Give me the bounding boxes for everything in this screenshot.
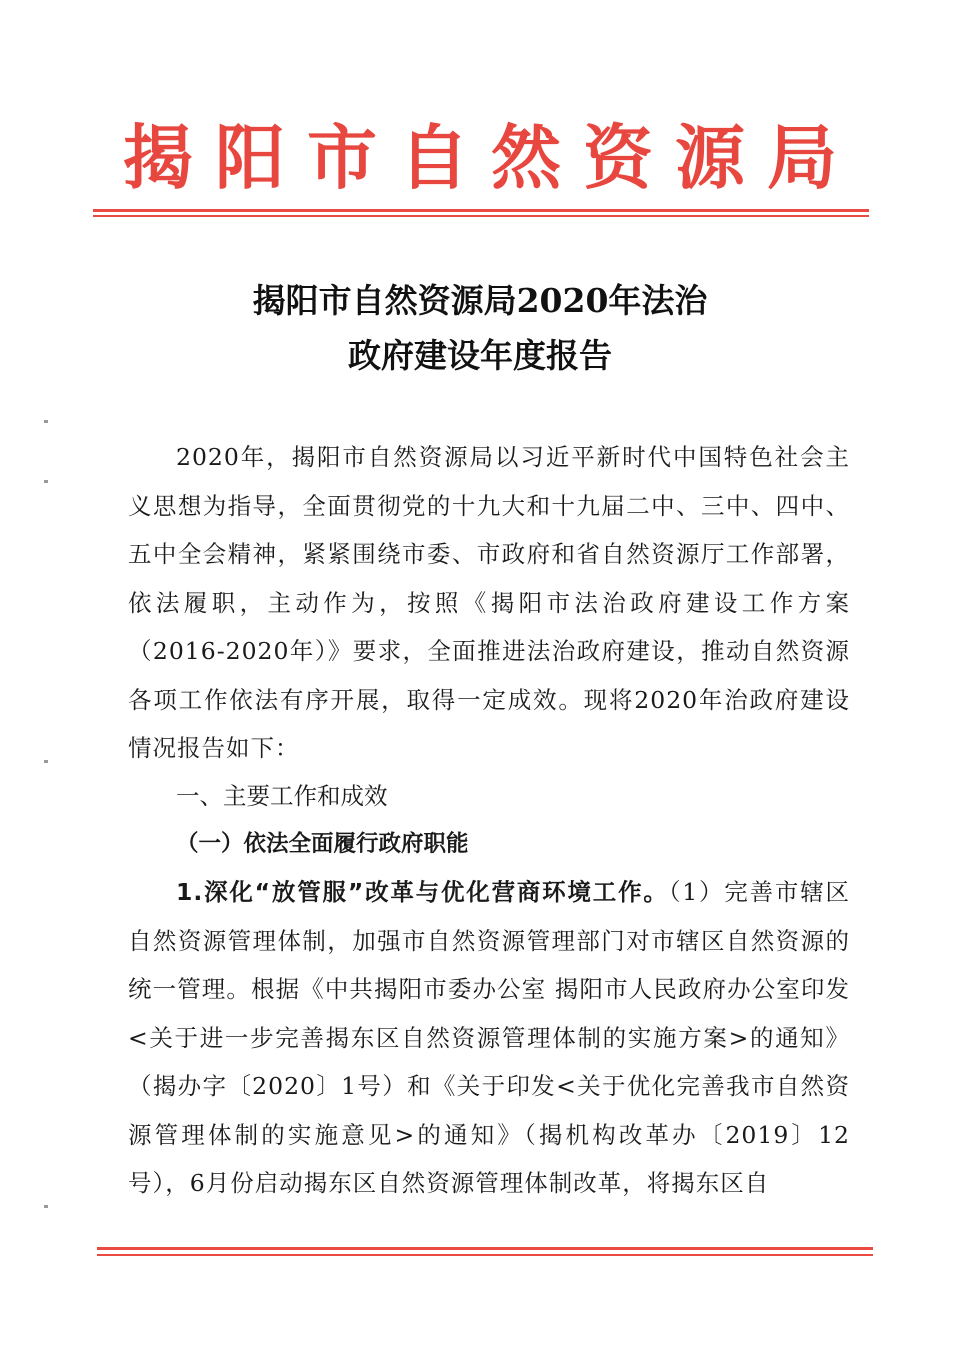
doc-title-line2: 政府建设年度报告 xyxy=(348,336,612,375)
header-rule-thick xyxy=(93,209,869,212)
scan-margin-mark xyxy=(44,480,48,483)
intro-paragraph xyxy=(128,433,850,773)
footer-rule-thin xyxy=(97,1254,873,1256)
letterhead: 揭阳市自然资源局 xyxy=(123,116,859,199)
footer-rule-thick xyxy=(97,1247,873,1250)
scan-margin-mark xyxy=(44,1205,48,1208)
item1-content xyxy=(128,868,850,1208)
section-heading: 一、主要工作和成效 xyxy=(176,782,388,810)
item1-paragraph xyxy=(128,868,850,1208)
header-rule-thin xyxy=(93,215,869,217)
subsection-heading: （一）依法全面履行政府职能 xyxy=(176,831,469,857)
scan-margin-mark xyxy=(44,420,48,423)
intro-text: 2020年，揭阳市自然资源局以习近平新时代中国特色社会主义思想为指导，全面贯彻党的十九大和十九届二中、三中、四中、五中全会精神，紧紧围绕市委、市政府和省自然资源厅工作部署，依法履职，主动作为，按照《揭阳市法治政府建设工作方案（2016-2020年）》要求，全面推进法治政府建设，推动自然资源各项工作依法有序开展，取得一定成效。现将2020年治政府建设情况报告如下： xyxy=(128,443,850,762)
doc-title-line1: 揭阳市自然资源局2020年法治 xyxy=(252,281,708,320)
item1-lead: 1.深化“放管服”改革与优化营商环境工作。 xyxy=(176,878,669,906)
item1-text: （1）完善市辖区自然资源管理体制，加强市自然资源管理部门对市辖区自然资源的统一管理。根据《中共揭阳市委办公室 揭阳市人民政府办公室印发<关于进一步完善揭东区自然资源管理体制的实施方案>的通知》（揭办字〔2020〕1号）和《关于印发<关于优化完善我市自然资源管理体制的实施意见>的通知》（揭机构改革办〔2019〕12号），6月份启动揭东区自然资源管理体制改革，将揭东区自 xyxy=(128,878,850,1197)
scan-margin-mark xyxy=(44,760,48,763)
